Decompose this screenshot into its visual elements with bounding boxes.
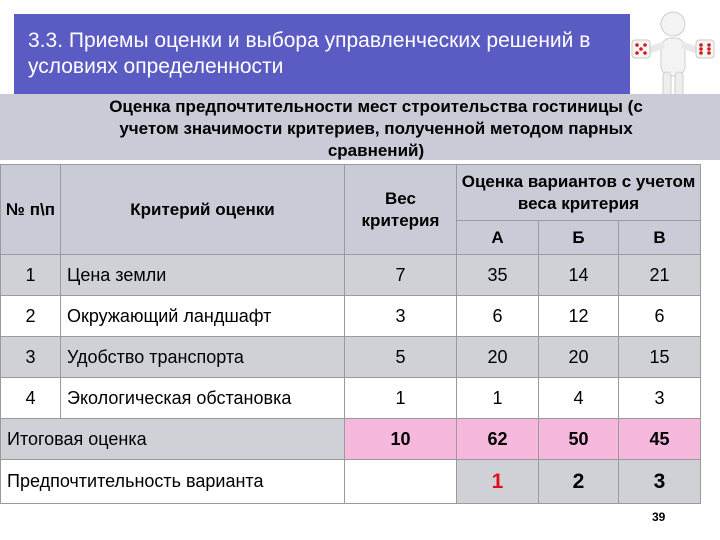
- row-score-a: 20: [457, 337, 539, 378]
- header-variant-a: А: [457, 221, 539, 255]
- evaluation-table: [0, 164, 701, 504]
- header-num: № п\п: [1, 165, 61, 255]
- row-score-c: 3: [619, 378, 701, 419]
- row-criterion: Окружающий ландшафт: [61, 296, 345, 337]
- row-criterion: Цена земли: [61, 255, 345, 296]
- total-score-a: 62: [457, 419, 539, 460]
- table-row: [1, 255, 701, 296]
- row-score-a: 1: [457, 378, 539, 419]
- slide-title: 3.3. Приемы оценки и выбора управленческих решений в условиях определенности: [28, 29, 591, 78]
- row-num: 1: [1, 255, 61, 296]
- row-num: 2: [1, 296, 61, 337]
- preference-row: [1, 460, 701, 504]
- row-score-b: 12: [539, 296, 619, 337]
- preference-label: Предпочтительность варианта: [1, 460, 345, 504]
- header-variant-c: В: [619, 221, 701, 255]
- total-label: Итоговая оценка: [1, 419, 345, 460]
- total-score-b: 50: [539, 419, 619, 460]
- row-score-a: 6: [457, 296, 539, 337]
- header-weight: Вес критерия: [345, 165, 457, 255]
- row-score-a: 35: [457, 255, 539, 296]
- header-criterion: Критерий оценки: [61, 165, 345, 255]
- table-row: [1, 337, 701, 378]
- total-score-c: 45: [619, 419, 701, 460]
- row-num: 3: [1, 337, 61, 378]
- preference-rank-c: 3: [619, 460, 701, 504]
- row-score-c: 6: [619, 296, 701, 337]
- preference-rank-a: 1: [457, 460, 539, 504]
- preference-rank-b: 2: [539, 460, 619, 504]
- row-score-b: 14: [539, 255, 619, 296]
- row-score-c: 15: [619, 337, 701, 378]
- table-caption: Оценка предпочтительности мест строительства гостиницы (с учетом значимости критериев, полученной методом парных сравнений): [109, 97, 643, 160]
- row-score-b: 4: [539, 378, 619, 419]
- page-number: 39: [652, 510, 666, 524]
- row-weight: 5: [345, 337, 457, 378]
- row-score-c: 21: [619, 255, 701, 296]
- row-criterion: Экологическая обстановка: [61, 378, 345, 419]
- header-variant-b: Б: [539, 221, 619, 255]
- row-weight: 7: [345, 255, 457, 296]
- row-num: 4: [1, 378, 61, 419]
- header-variants: Оценка вариантов с учетом веса критерия: [457, 165, 701, 221]
- preference-empty-cell: [345, 460, 457, 504]
- row-score-b: 20: [539, 337, 619, 378]
- title-bar: [14, 14, 630, 94]
- total-weight: 10: [345, 419, 457, 460]
- table-row: [1, 378, 701, 419]
- table-row: [1, 296, 701, 337]
- row-criterion: Удобство транспорта: [61, 337, 345, 378]
- row-weight: 3: [345, 296, 457, 337]
- row-weight: 1: [345, 378, 457, 419]
- total-row: [1, 419, 701, 460]
